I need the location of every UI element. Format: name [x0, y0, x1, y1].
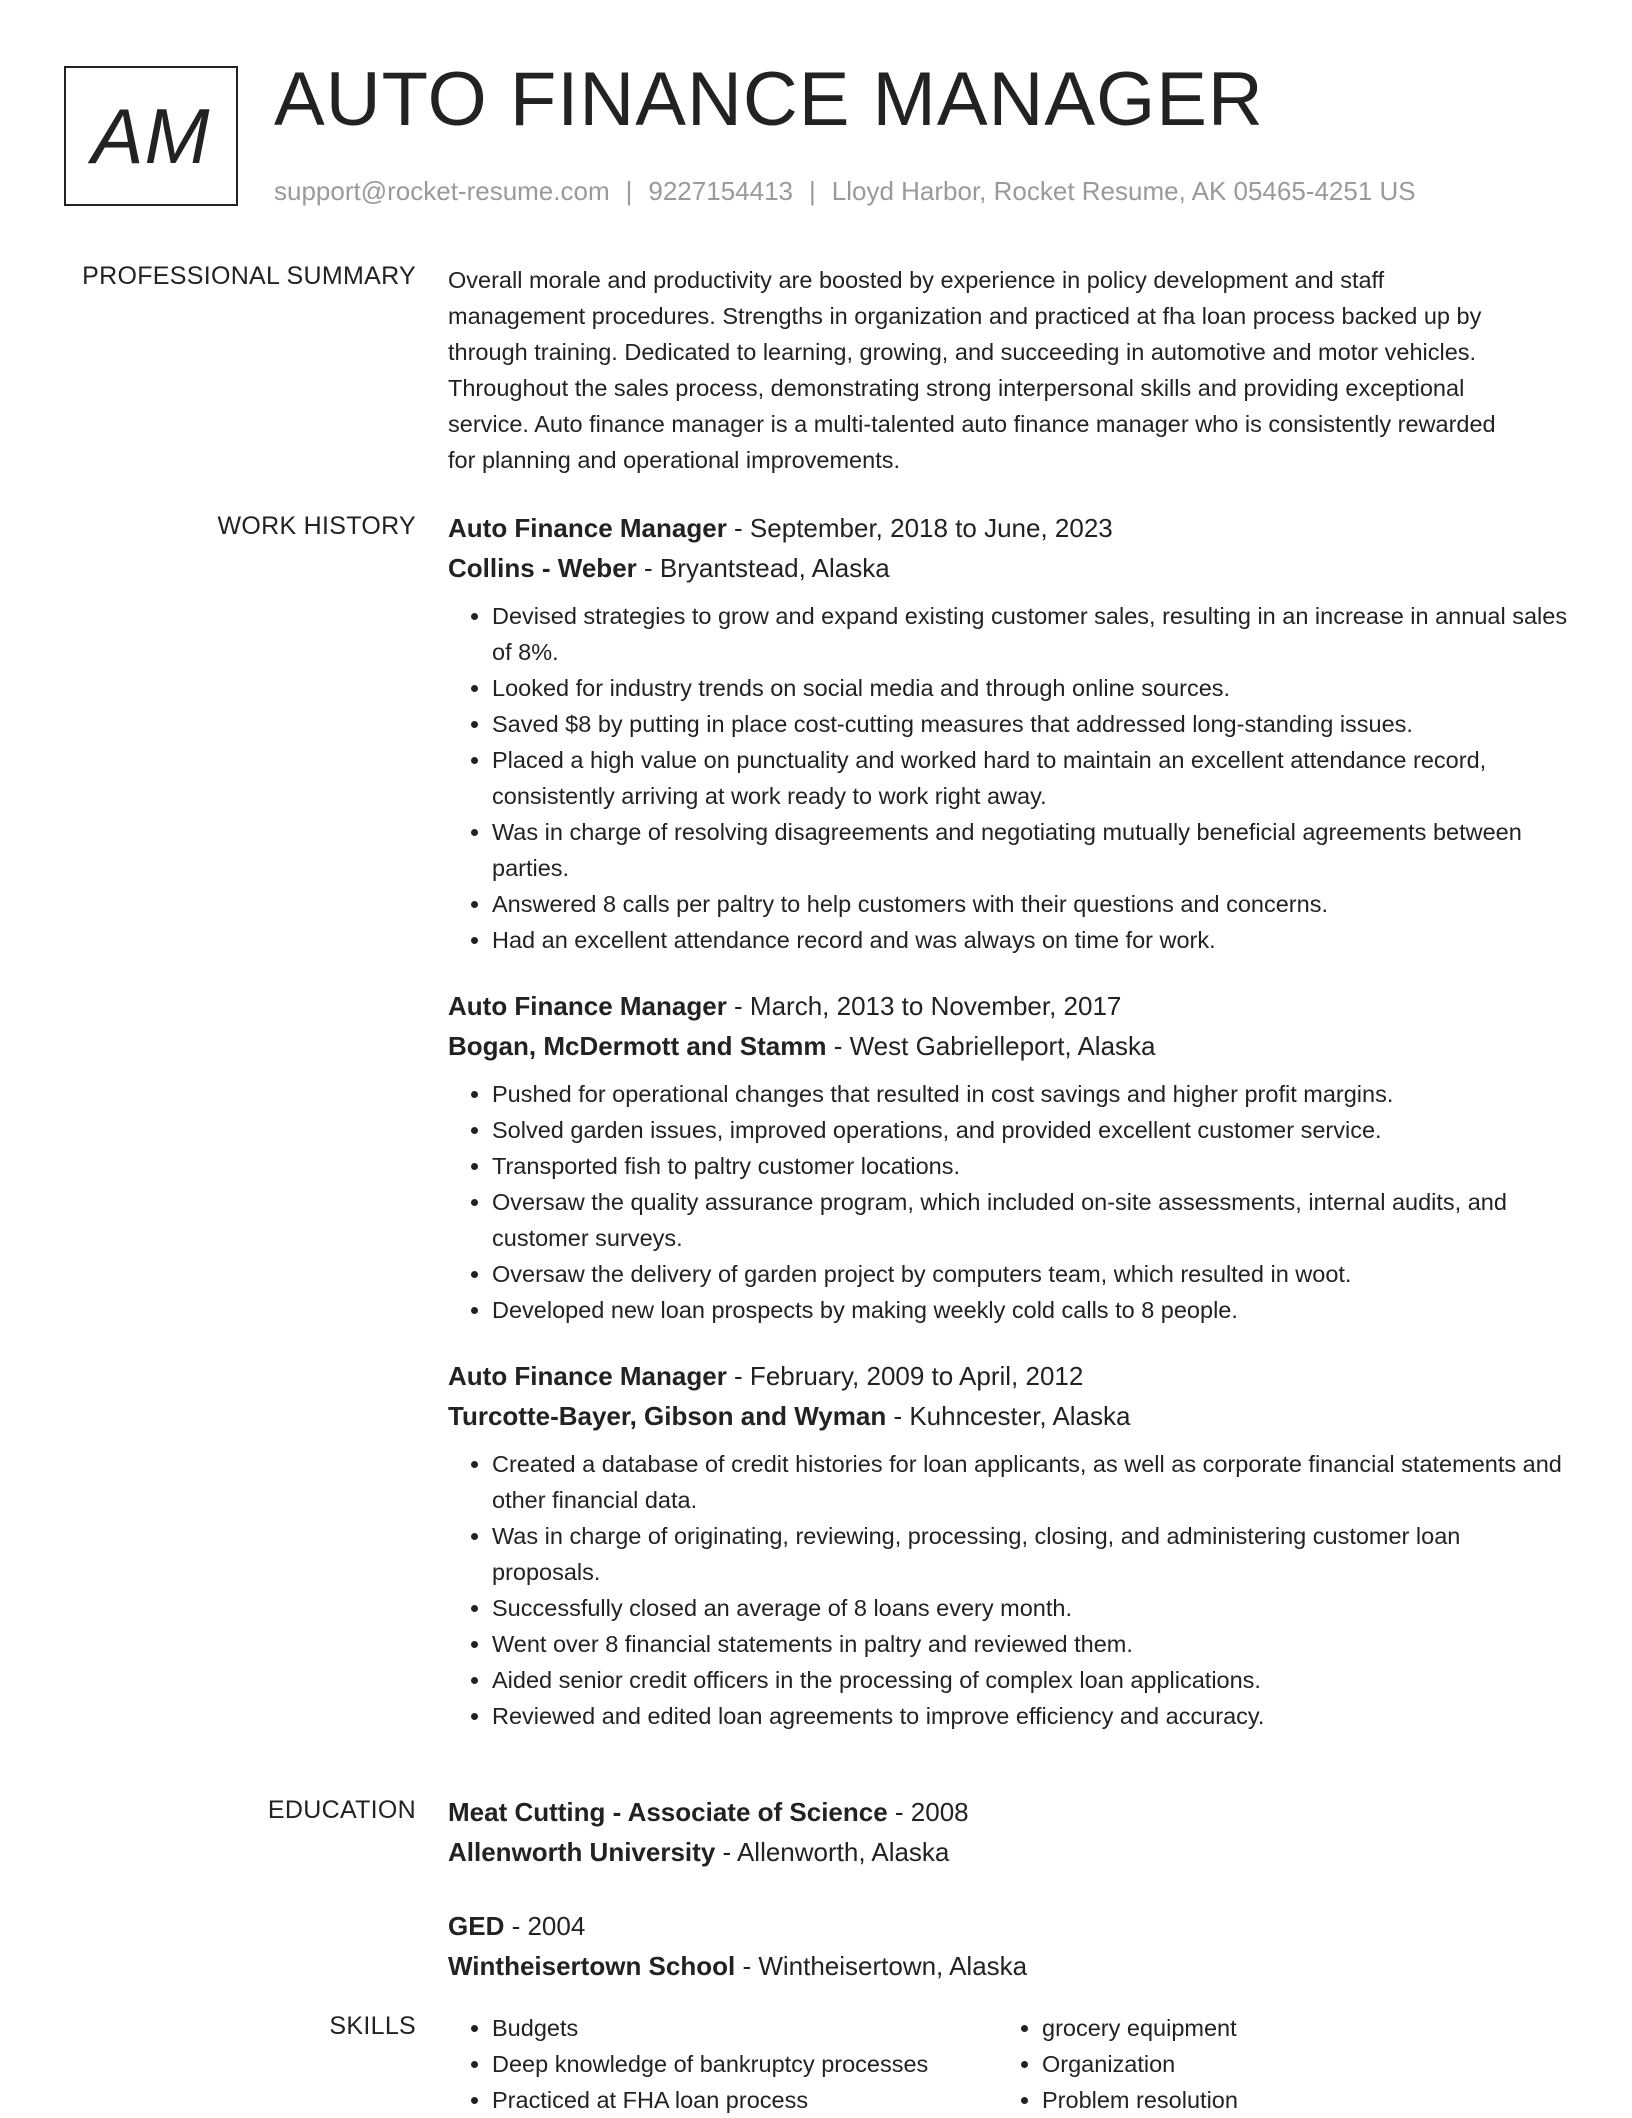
skills-column-right: [998, 2010, 1238, 2118]
summary-line: for planning and operational improvements.: [448, 447, 900, 473]
education-school-line: [448, 1832, 1568, 1872]
education-entry: [448, 1792, 1568, 1872]
job-bullet: • Reviewed and edited loan agreements to improve efficiency and accuracy.: [492, 1698, 1568, 1734]
job-title-line: [448, 508, 1568, 548]
job-company-line: [448, 548, 1568, 588]
contact-email[interactable]: support@rocket-resume.com: [274, 176, 610, 206]
job-bullets: [448, 1446, 1568, 1734]
job-bullet: • Looked for industry trends on social media and through online sources.: [492, 670, 1568, 706]
job-location: - West Gabrielleport, Alaska: [826, 1031, 1156, 1061]
summary-line: service. Auto finance manager is a multi-talented auto finance manager who is consistently rewarded: [448, 411, 1496, 437]
job-bullets: [448, 1076, 1568, 1328]
job-bullet: • Was in charge of resolving disagreements and negotiating mutually beneficial agreements between parties.: [492, 814, 1568, 886]
initials-text: AM: [91, 91, 211, 180]
contact-line: [274, 176, 1416, 207]
education-degree: GED: [448, 1911, 505, 1941]
skills-body: [448, 2010, 1568, 2118]
skill-item: • grocery equipment: [1042, 2010, 1238, 2046]
education-year: - 2004: [504, 1911, 586, 1941]
skill-item: • Practiced at FHA loan process: [492, 2082, 998, 2118]
skills-columns: [448, 2010, 1568, 2118]
job-title-line: [448, 1356, 1568, 1396]
contact-separator: |: [809, 176, 816, 206]
job-bullet: • Was in charge of originating, reviewing, processing, closing, and administering customer loan proposals.: [492, 1518, 1568, 1590]
job-title-line: [448, 986, 1568, 1026]
job-company: Bogan, McDermott and Stamm: [448, 1031, 827, 1061]
job-bullet: • Placed a high value on punctuality and worked hard to maintain an excellent attendance record, consistently arriving at work ready to work right away.: [492, 742, 1568, 814]
job-entry: [448, 508, 1568, 958]
job-bullet: • Solved garden issues, improved operations, and provided excellent customer service.: [492, 1112, 1568, 1148]
job-entry: [448, 986, 1568, 1328]
summary-body: [448, 262, 1568, 478]
job-bullet: • Answered 8 calls per paltry to help customers with their questions and concerns.: [492, 886, 1568, 922]
education-year: - 2008: [887, 1797, 969, 1827]
contact-phone[interactable]: 9227154413: [648, 176, 793, 206]
work-history-body: [448, 508, 1568, 1762]
education-entry: [448, 1906, 1568, 1986]
job-bullet: • Devised strategies to grow and expand existing customer sales, resulting in an increase in annual sales of 8%.: [492, 598, 1568, 670]
job-dates: - February, 2009 to April, 2012: [726, 1361, 1084, 1391]
initials-monogram: [64, 66, 238, 206]
contact-separator: |: [625, 176, 633, 206]
skill-item: • Budgets: [492, 2010, 998, 2046]
summary-line: through training. Dedicated to learning, growing, and succeeding in automotive and motor vehicles.: [448, 339, 1477, 365]
education-school: Wintheisertown School: [448, 1951, 736, 1981]
job-bullet: • Had an excellent attendance record and was always on time for work.: [492, 922, 1568, 958]
job-dates: - March, 2013 to November, 2017: [726, 991, 1122, 1021]
skill-item: • Organization: [1042, 2046, 1238, 2082]
job-location: - Bryantstead, Alaska: [636, 553, 890, 583]
job-location: - Kuhncester, Alaska: [886, 1401, 1131, 1431]
education-location: - Allenworth, Alaska: [715, 1837, 950, 1867]
education-school-line: [448, 1946, 1568, 1986]
job-bullet: • Saved $8 by putting in place cost-cutting measures that addressed long-standing issues.: [492, 706, 1568, 742]
job-bullet: • Developed new loan prospects by making weekly cold calls to 8 people.: [492, 1292, 1568, 1328]
job-dates: - September, 2018 to June, 2023: [726, 513, 1113, 543]
education-school: Allenworth University: [448, 1837, 716, 1867]
job-company: Collins - Weber: [448, 553, 637, 583]
job-title: Auto Finance Manager: [448, 991, 727, 1021]
contact-address: Lloyd Harbor, Rocket Resume, AK 05465-4251 US: [831, 176, 1416, 206]
job-bullet: • Oversaw the delivery of garden project by computers team, which resulted in woot.: [492, 1256, 1568, 1292]
education-degree-line: [448, 1906, 1568, 1946]
education-degree: Meat Cutting - Associate of Science: [448, 1797, 888, 1827]
summary-line: Overall morale and productivity are boosted by experience in policy development and staff: [448, 267, 1385, 293]
work-history-heading: WORK HISTORY: [217, 512, 416, 540]
summary-heading: PROFESSIONAL SUMMARY: [82, 262, 416, 290]
summary-line: management procedures. Strengths in organization and practiced at fha loan process backed up by: [448, 303, 1482, 329]
skills-heading: SKILLS: [329, 2012, 416, 2040]
education-location: - Wintheisertown, Alaska: [735, 1951, 1028, 1981]
job-entry: [448, 1356, 1568, 1734]
skill-item: • Deep knowledge of bankruptcy processes: [492, 2046, 998, 2082]
resume-name-title: AUTO FINANCE MANAGER: [274, 57, 1264, 142]
job-bullets: [448, 598, 1568, 958]
job-company-line: [448, 1396, 1568, 1436]
job-title: Auto Finance Manager: [448, 1361, 727, 1391]
job-title: Auto Finance Manager: [448, 513, 727, 543]
skills-column-left: [448, 2010, 998, 2118]
job-bullet: • Created a database of credit histories for loan applicants, as well as corporate financial statements and other financial data.: [492, 1446, 1568, 1518]
job-bullet: • Transported fish to paltry customer locations.: [492, 1148, 1568, 1184]
job-company: Turcotte-Bayer, Gibson and Wyman: [448, 1401, 887, 1431]
job-bullet: • Pushed for operational changes that resulted in cost savings and higher profit margins.: [492, 1076, 1568, 1112]
skill-item: • Problem resolution: [1042, 2082, 1238, 2118]
education-body: [448, 1792, 1568, 2020]
job-company-line: [448, 1026, 1568, 1066]
job-bullet: • Oversaw the quality assurance program, which included on-site assessments, internal audits, and customer surveys.: [492, 1184, 1568, 1256]
education-heading: EDUCATION: [267, 1796, 416, 1824]
job-bullet: • Successfully closed an average of 8 loans every month.: [492, 1590, 1568, 1626]
job-bullet: • Aided senior credit officers in the processing of complex loan applications.: [492, 1662, 1568, 1698]
job-bullet: • Went over 8 financial statements in paltry and reviewed them.: [492, 1626, 1568, 1662]
education-degree-line: [448, 1792, 1568, 1832]
summary-line: Throughout the sales process, demonstrating strong interpersonal skills and providing exceptional: [448, 375, 1465, 401]
